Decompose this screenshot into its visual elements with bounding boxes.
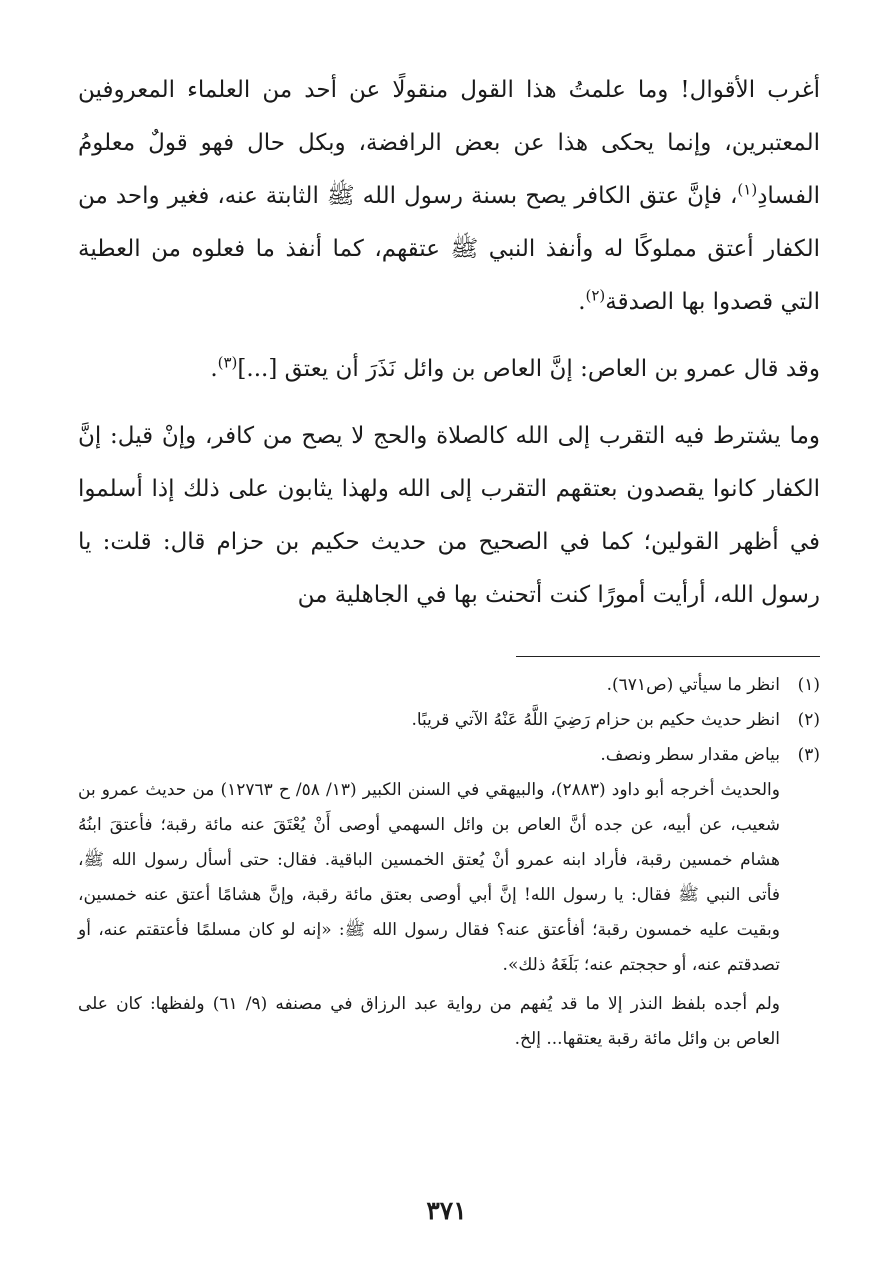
paragraph-2: [78, 343, 820, 396]
paragraph-1-part-a: أغرب الأقوال! وما علمتُ هذا القول منقولًا عن أحد من العلماء المعروفين المعتبرين، وإنما يحكى هذا عن بعض الرافضة، وبكل حال فهو قولٌ معلومُ الفسادِ: [78, 77, 820, 209]
paragraph-1-part-c: .: [578, 289, 586, 315]
footnote-3: [78, 738, 820, 773]
footnote-3-paragraph-1: والحديث أخرجه أبو داود (٢٨٨٣)، والبيهقي في السنن الكبير (١٣/ ٥٨/ ح ١٢٧٦٣) من حديث عمرو بن شعيب، عن أبيه، عن جده أنَّ العاص بن وائل السهمي أوصى أَنْ يُعْتَقَ عنه مائة رقبة؛ فأعتقَ ابنُهُ هشام خمسين رقبة، فأراد ابنه عمرو أنْ يُعتق الخمسين الباقية. فقال: حتى أسأل رسول الله ﷺ، فأتى النبي ﷺ فقال: يا رسول الله! إنَّ أبي أوصى بعتق مائة رقبة، وإنَّ هشامًا أعتق عنه خمسين، وبقيت عليه خمسون رقبة؛ أفأعتق عنه؟ فقال رسول الله ﷺ: «إنه لو كان مسلمًا فأعتقتم عنه، أو تصدقتم عنه، أو حججتم عنه؛ بَلَغَهُ ذلك».: [78, 780, 780, 975]
footnote-2-text: انظر حديث حكيم بن حزام رَضِيَ اللَّهُ عَنْهُ الآتي قريبًا.: [411, 710, 780, 730]
footnote-3-paragraph-2: ولم أجده بلفظ النذر إلا ما قد يُفهم من رواية عبد الرزاق في مصنفه (٩/ ٦١) ولفظها: كان على العاص بن وائل مائة رقبة يعتقها... إلخ.: [78, 994, 780, 1049]
footnote-3-text: بياض مقدار سطر ونصف.: [600, 745, 780, 765]
main-text: [78, 64, 820, 636]
footnotes-section: [78, 668, 820, 1057]
paragraph-2-part-a: وقد قال عمرو بن العاص: إنَّ العاص بن وائل نَذَرَ أن يعتق [...]: [237, 356, 820, 382]
footnote-separator: [516, 656, 820, 657]
paragraph-3: وما يشترط فيه التقرب إلى الله كالصلاة والحج لا يصح من كافر، وإنْ قيل: إنَّ الكفار كانوا يقصدون بعتقهم التقرب إلى الله ولهذا يثابون على ذلك إذا أسلموا في أظهر القولين؛ كما في الصحيح من حديث حكيم بن حزام قال: قلت: يا رسول الله، أرأيت أمورًا كنت أتحنث بها في الجاهلية من: [78, 423, 820, 608]
footnote-2: [78, 703, 820, 738]
footnote-1-text: انظر ما سيأتي (ص٦٧١).: [606, 675, 780, 695]
paragraph-1: [78, 64, 820, 329]
footnote-1: [78, 668, 820, 703]
footnote-2-number: (٢): [797, 710, 820, 730]
footnote-ref-3[interactable]: (٣): [217, 353, 238, 372]
footnote-1-number: (١): [797, 675, 820, 695]
footnote-ref-2[interactable]: (٢): [585, 286, 606, 305]
page-number: ٣٧١: [426, 1196, 467, 1225]
footnote-3-number: (٣): [797, 745, 820, 765]
paragraph-1-part-b: ، فإنَّ عتق الكافر يصح بسنة رسول الله ﷺ الثابتة عنه، فغير واحد من الكفار أعتق مملوكًا له وأنفذ النبي ﷺ عتقهم، كما أنفذ ما فعلوه من العطية التي قصدوا بها الصدقة: [78, 183, 820, 315]
paragraph-2-part-b: .: [210, 356, 218, 382]
footnote-ref-1[interactable]: (١): [737, 180, 758, 199]
